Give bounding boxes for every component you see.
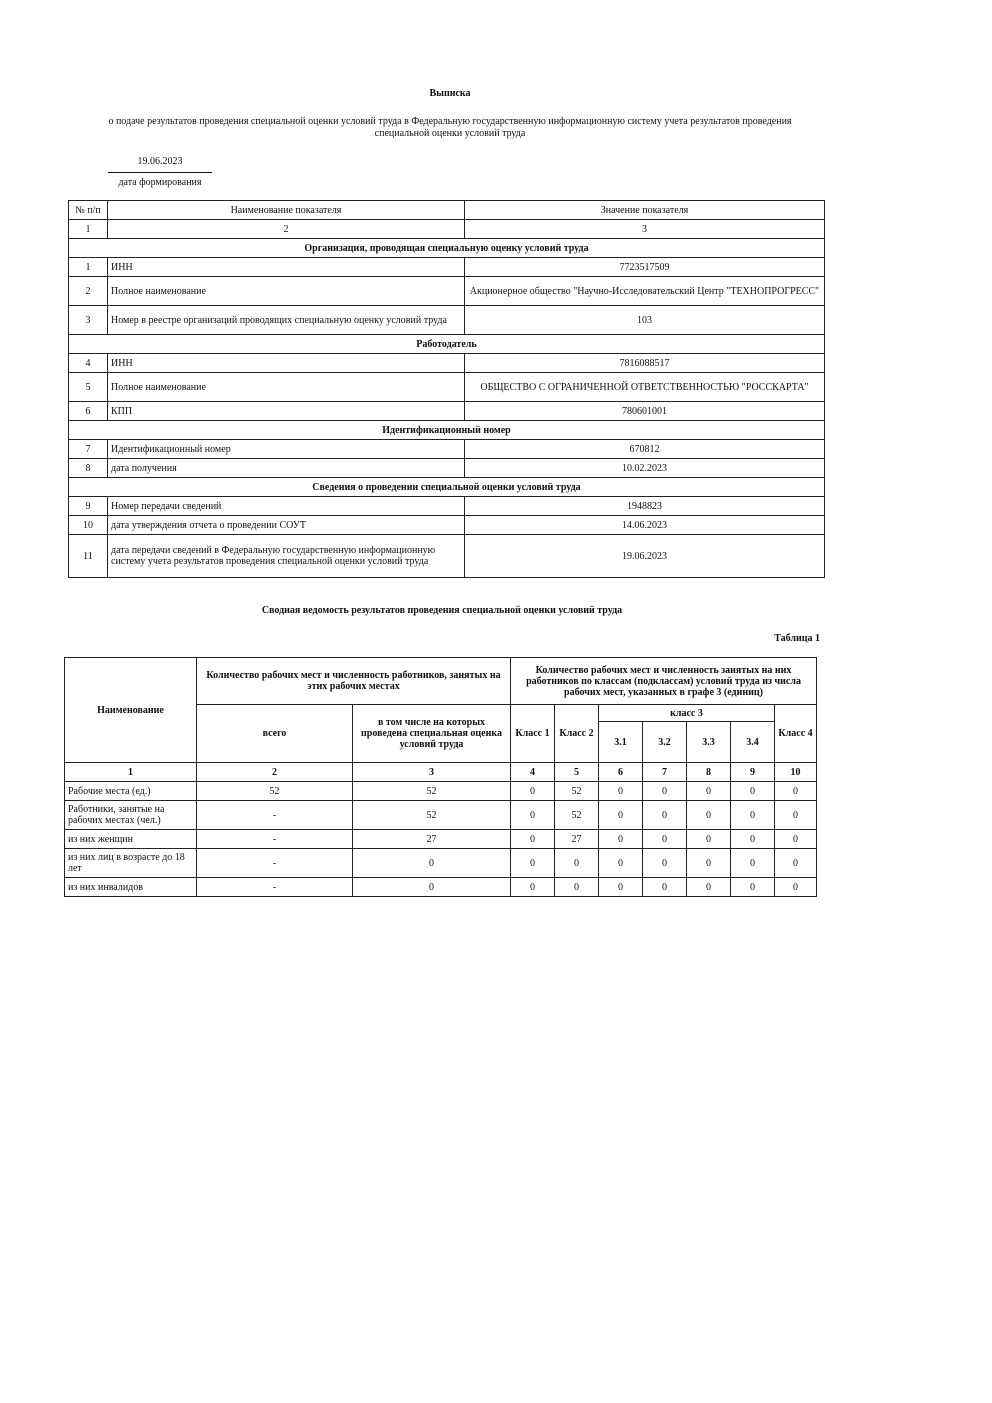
- column-number: 7: [643, 763, 687, 782]
- table-row: [65, 830, 817, 849]
- indicator-name: ИНН: [108, 354, 465, 373]
- column-number: 4: [511, 763, 555, 782]
- indicator-name: Идентификационный номер: [108, 440, 465, 459]
- table-cell: -: [197, 830, 353, 849]
- indicator-name: Номер передачи сведений: [108, 497, 465, 516]
- table-cell: -: [197, 878, 353, 897]
- table-cell: 0: [555, 849, 599, 878]
- table-cell: 0: [599, 801, 643, 830]
- summary-title: Сводная ведомость результатов проведения специальной оценки условий труда: [261, 605, 623, 616]
- indicator-name: Номер в реестре организаций проводящих специальную оценку условий труда: [108, 306, 465, 335]
- table-cell: 0: [511, 801, 555, 830]
- column-number-row: [65, 763, 817, 782]
- indicator-value: 19.06.2023: [465, 535, 825, 578]
- table-cell: 0: [775, 849, 817, 878]
- group2-header: Количество рабочих мест и численность занятых на них работников по классам (подклассам) условий труда из числа рабочих мест, указанных в графе 3 (единиц): [511, 658, 817, 705]
- statement-table: [68, 200, 825, 578]
- table-cell: 0: [511, 849, 555, 878]
- table-cell: 0: [687, 849, 731, 878]
- column-header: Значение показателя: [465, 201, 825, 220]
- column-number: 5: [555, 763, 599, 782]
- subclass-header: 3.2: [643, 722, 687, 763]
- table-row: [69, 497, 825, 516]
- indicator-value: 7816088517: [465, 354, 825, 373]
- indicator-value: 1948823: [465, 497, 825, 516]
- row-number: 7: [69, 440, 108, 459]
- formation-date-value: 19.06.2023: [108, 156, 212, 173]
- table-row: [69, 258, 825, 277]
- class3-header: класс 3: [599, 705, 775, 722]
- table-cell: 0: [599, 849, 643, 878]
- column-header: Наименование показателя: [108, 201, 465, 220]
- table-cell: 0: [643, 849, 687, 878]
- column-number: 3: [465, 220, 825, 239]
- section-row: [69, 239, 825, 258]
- table-cell: 0: [687, 782, 731, 801]
- indicator-value: 780601001: [465, 402, 825, 421]
- table-cell: 0: [511, 782, 555, 801]
- subclass-header: 3.4: [731, 722, 775, 763]
- row-number: 3: [69, 306, 108, 335]
- table-row: [69, 354, 825, 373]
- row-number: 1: [69, 258, 108, 277]
- section-row: [69, 478, 825, 497]
- table-cell: 0: [643, 878, 687, 897]
- row-number: 10: [69, 516, 108, 535]
- table-header-row: [69, 201, 825, 220]
- row-label: Рабочие места (ед.): [65, 782, 197, 801]
- table-cell: 52: [353, 801, 511, 830]
- document-subtitle: о подаче результатов проведения специальной оценки условий труда в Федеральную государственную информационную систему учета результатов проведения специальной оценки условий труда: [108, 116, 792, 139]
- table-row: [69, 459, 825, 478]
- table-cell: 0: [731, 849, 775, 878]
- section-id-heading: Идентификационный номер: [69, 421, 825, 440]
- table-cell: 52: [555, 782, 599, 801]
- indicator-name: дата утверждения отчета о проведении СОУТ: [108, 516, 465, 535]
- row-number: 4: [69, 354, 108, 373]
- indicator-value: 7723517509: [465, 258, 825, 277]
- formation-date-block: [108, 156, 212, 188]
- section-org-heading: Организация, проводящая специальную оценку условий труда: [69, 239, 825, 258]
- indicator-name: дата получения: [108, 459, 465, 478]
- table-cell: 0: [775, 782, 817, 801]
- table-cell: 0: [775, 801, 817, 830]
- formation-date-label: дата формирования: [118, 177, 202, 188]
- table-cell: 27: [353, 830, 511, 849]
- section-employer-heading: Работодатель: [69, 335, 825, 354]
- table-cell: 0: [643, 801, 687, 830]
- table-row: [65, 849, 817, 878]
- column-number: 1: [65, 763, 197, 782]
- indicator-name: КПП: [108, 402, 465, 421]
- table-cell: 0: [731, 801, 775, 830]
- table-cell: 0: [511, 878, 555, 897]
- column-header: № п/п: [69, 201, 108, 220]
- table-row: [69, 516, 825, 535]
- indicator-value: 670812: [465, 440, 825, 459]
- table-cell: 0: [353, 878, 511, 897]
- total-header: всего: [197, 705, 353, 763]
- column-number: 10: [775, 763, 817, 782]
- table-label: Таблица 1: [774, 633, 820, 644]
- summary-table-body: [65, 782, 817, 897]
- row-label: из них женщин: [65, 830, 197, 849]
- table-row: [65, 801, 817, 830]
- table-cell: 0: [687, 801, 731, 830]
- column-number-row: [69, 220, 825, 239]
- table-cell: 0: [775, 878, 817, 897]
- table-row: [65, 782, 817, 801]
- class4-header: Класс 4: [775, 705, 817, 763]
- table-cell: 52: [555, 801, 599, 830]
- table-row: [69, 373, 825, 402]
- table-cell: 0: [599, 830, 643, 849]
- indicator-value: Акционерное общество "Научно-Исследовательский Центр "ТЕХНОПРОГРЕСС": [465, 277, 825, 306]
- table-row: [65, 878, 817, 897]
- indicator-value: ОБЩЕСТВО С ОГРАНИЧЕННОЙ ОТВЕТСТВЕННОСТЬЮ "РОССКАРТА": [465, 373, 825, 402]
- row-number: 6: [69, 402, 108, 421]
- column-number: 8: [687, 763, 731, 782]
- header-row: [65, 658, 817, 705]
- table-cell: 0: [731, 878, 775, 897]
- column-number: 9: [731, 763, 775, 782]
- indicator-value: 10.02.2023: [465, 459, 825, 478]
- group1-header: Количество рабочих мест и численность работников, занятых на этих рабочих местах: [197, 658, 511, 705]
- table-cell: 52: [353, 782, 511, 801]
- class2-header: Класс 2: [555, 705, 599, 763]
- indicator-name: ИНН: [108, 258, 465, 277]
- row-number: 2: [69, 277, 108, 306]
- column-number: 6: [599, 763, 643, 782]
- summary-table: [64, 657, 817, 897]
- name-header: Наименование: [65, 658, 197, 763]
- table-cell: 0: [643, 830, 687, 849]
- column-number: 2: [197, 763, 353, 782]
- indicator-value: 103: [465, 306, 825, 335]
- table-cell: 0: [775, 830, 817, 849]
- column-number: 2: [108, 220, 465, 239]
- indicator-name: Полное наименование: [108, 277, 465, 306]
- row-number: 11: [69, 535, 108, 578]
- table-cell: 0: [599, 782, 643, 801]
- subclass-header: 3.1: [599, 722, 643, 763]
- indicator-value: 14.06.2023: [465, 516, 825, 535]
- indicator-name: Полное наименование: [108, 373, 465, 402]
- table-row: [69, 402, 825, 421]
- table-cell: 0: [731, 782, 775, 801]
- table-cell: 52: [197, 782, 353, 801]
- table-cell: -: [197, 849, 353, 878]
- table-cell: 0: [687, 830, 731, 849]
- table-cell: 0: [511, 830, 555, 849]
- column-number: 3: [353, 763, 511, 782]
- indicator-name: дата передачи сведений в Федеральную государственную информационную систему учета результатов проведения специальной оценки условий труда: [108, 535, 465, 578]
- table-row: [69, 440, 825, 459]
- class1-header: Класс 1: [511, 705, 555, 763]
- table-row: [69, 535, 825, 578]
- table-row: [69, 277, 825, 306]
- table-row: [69, 306, 825, 335]
- row-number: 9: [69, 497, 108, 516]
- table-cell: 0: [687, 878, 731, 897]
- table-cell: 0: [353, 849, 511, 878]
- table-cell: 0: [643, 782, 687, 801]
- table-cell: 27: [555, 830, 599, 849]
- table-cell: 0: [731, 830, 775, 849]
- section-row: [69, 421, 825, 440]
- row-number: 5: [69, 373, 108, 402]
- column-number: 1: [69, 220, 108, 239]
- assessed-header: в том числе на которых проведена специальная оценка условий труда: [353, 705, 511, 763]
- row-number: 8: [69, 459, 108, 478]
- document-title: Выписка: [429, 88, 471, 99]
- table-cell: 0: [555, 878, 599, 897]
- section-info-heading: Сведения о проведении специальной оценки условий труда: [69, 478, 825, 497]
- table-cell: 0: [599, 878, 643, 897]
- subclass-header: 3.3: [687, 722, 731, 763]
- table-cell: -: [197, 801, 353, 830]
- row-label: из них лиц в возрасте до 18 лет: [65, 849, 197, 878]
- row-label: из них инвалидов: [65, 878, 197, 897]
- row-label: Работники, занятые на рабочих местах (чел.): [65, 801, 197, 830]
- section-row: [69, 335, 825, 354]
